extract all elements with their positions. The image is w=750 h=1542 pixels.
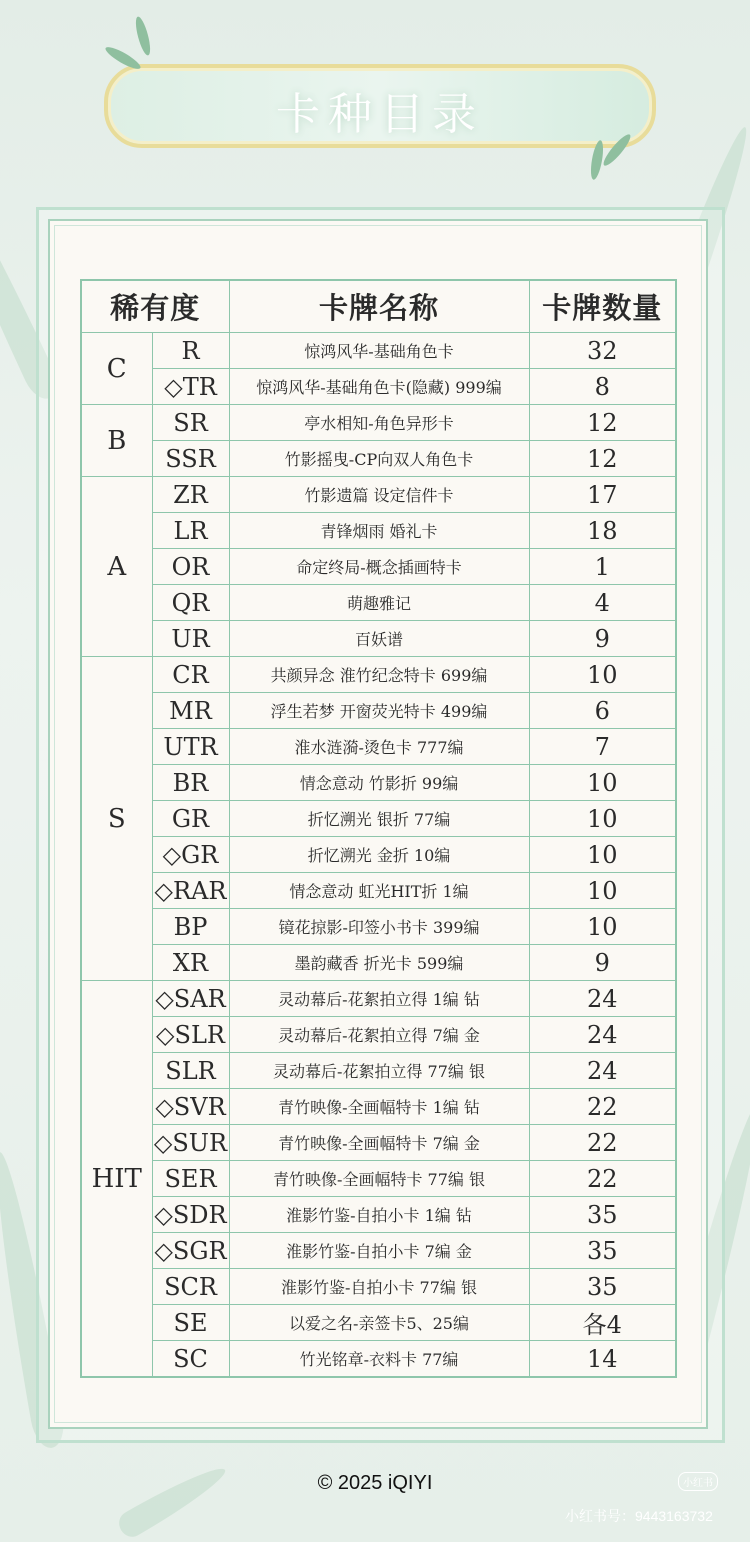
card-count-cell: 8	[529, 369, 676, 405]
rarity-group-cell: B	[81, 405, 152, 477]
card-name-cell: 百妖谱	[229, 621, 529, 657]
table-row	[81, 1305, 676, 1341]
sub-rarity-cell: OR	[152, 549, 229, 585]
table-row	[81, 333, 676, 369]
card-name-cell: 以爱之名-亲签卡5、25编	[229, 1305, 529, 1341]
sub-rarity-cell: R	[152, 333, 229, 369]
table-header-row	[81, 280, 676, 333]
table-row	[81, 837, 676, 873]
table-row	[81, 1197, 676, 1233]
card-name-cell: 青竹映像-全画幅特卡 77编 银	[229, 1161, 529, 1197]
table-row	[81, 1161, 676, 1197]
card-count-cell: 9	[529, 621, 676, 657]
card-name-cell: 灵动幕后-花絮拍立得 7编 金	[229, 1017, 529, 1053]
card-name-cell: 淮影竹鉴-自拍小卡 77编 银	[229, 1269, 529, 1305]
header-card-count: 卡牌数量	[529, 280, 676, 333]
card-name-cell: 灵动幕后-花絮拍立得 1编 钻	[229, 981, 529, 1017]
table-row	[81, 621, 676, 657]
table-row	[81, 1053, 676, 1089]
card-name-cell: 折忆溯光 银折 77编	[229, 801, 529, 837]
sub-rarity-cell: SSR	[152, 441, 229, 477]
sub-rarity-cell: ◇GR	[152, 837, 229, 873]
header-card-name: 卡牌名称	[229, 280, 529, 333]
card-name-cell: 淮水涟漪-烫色卡 777编	[229, 729, 529, 765]
sub-rarity-cell: UR	[152, 621, 229, 657]
table-row	[81, 765, 676, 801]
table-row	[81, 585, 676, 621]
card-name-cell: 青竹映像-全画幅特卡 7编 金	[229, 1125, 529, 1161]
card-name-cell: 情念意动 虹光HIT折 1编	[229, 873, 529, 909]
card-name-cell: 惊鸿风华-基础角色卡(隐藏) 999编	[229, 369, 529, 405]
sub-rarity-cell: LR	[152, 513, 229, 549]
card-count-cell: 6	[529, 693, 676, 729]
title-banner	[104, 64, 656, 148]
rarity-group-cell: A	[81, 477, 152, 657]
sub-rarity-cell: SCR	[152, 1269, 229, 1305]
sub-rarity-cell: ◇RAR	[152, 873, 229, 909]
bamboo-leaf-icon	[133, 15, 153, 56]
table-row	[81, 549, 676, 585]
card-count-cell: 10	[529, 909, 676, 945]
card-count-cell: 9	[529, 945, 676, 981]
sub-rarity-cell: ◇SUR	[152, 1125, 229, 1161]
card-count-cell: 4	[529, 585, 676, 621]
table-row	[81, 513, 676, 549]
card-count-cell: 22	[529, 1161, 676, 1197]
table-row	[81, 945, 676, 981]
sub-rarity-cell: MR	[152, 693, 229, 729]
sub-rarity-cell: CR	[152, 657, 229, 693]
table-row	[81, 873, 676, 909]
sub-rarity-cell: ◇SLR	[152, 1017, 229, 1053]
card-name-cell: 墨韵藏香 折光卡 599编	[229, 945, 529, 981]
card-name-cell: 亭水相知-角色异形卡	[229, 405, 529, 441]
sub-rarity-cell: SR	[152, 405, 229, 441]
sub-rarity-cell: ◇SDR	[152, 1197, 229, 1233]
card-name-cell: 青竹映像-全画幅特卡 1编 钻	[229, 1089, 529, 1125]
sub-rarity-cell: SLR	[152, 1053, 229, 1089]
card-count-cell: 35	[529, 1197, 676, 1233]
card-name-cell: 竹影摇曳-CP向双人角色卡	[229, 441, 529, 477]
card-count-cell: 32	[529, 333, 676, 369]
sub-rarity-cell: BP	[152, 909, 229, 945]
card-count-cell: 17	[529, 477, 676, 513]
sub-rarity-cell: UTR	[152, 729, 229, 765]
card-count-cell: 10	[529, 765, 676, 801]
table-row	[81, 729, 676, 765]
card-count-cell: 14	[529, 1341, 676, 1378]
card-name-cell: 情念意动 竹影折 99编	[229, 765, 529, 801]
sub-rarity-cell: QR	[152, 585, 229, 621]
table-row	[81, 657, 676, 693]
table-row	[81, 1089, 676, 1125]
card-count-cell: 35	[529, 1269, 676, 1305]
sub-rarity-cell: SC	[152, 1341, 229, 1378]
card-name-cell: 竹影遗篇 设定信件卡	[229, 477, 529, 513]
table-row	[81, 909, 676, 945]
page-title: 卡种目录	[276, 89, 484, 140]
card-count-cell: 各4	[529, 1305, 676, 1341]
sub-rarity-cell: ◇TR	[152, 369, 229, 405]
table-row	[81, 981, 676, 1017]
table-row	[81, 405, 676, 441]
card-count-cell: 24	[529, 1017, 676, 1053]
table-row	[81, 1341, 676, 1378]
card-count-cell: 10	[529, 801, 676, 837]
card-count-cell: 10	[529, 837, 676, 873]
table-row	[81, 801, 676, 837]
header-rarity: 稀有度	[81, 280, 229, 333]
card-name-cell: 竹光铭章-衣料卡 77编	[229, 1341, 529, 1378]
sub-rarity-cell: XR	[152, 945, 229, 981]
card-name-cell: 淮影竹鉴-自拍小卡 7编 金	[229, 1233, 529, 1269]
table-row	[81, 369, 676, 405]
card-name-cell: 惊鸿风华-基础角色卡	[229, 333, 529, 369]
card-count-cell: 35	[529, 1233, 676, 1269]
sub-rarity-cell: GR	[152, 801, 229, 837]
card-count-cell: 18	[529, 513, 676, 549]
card-count-cell: 22	[529, 1125, 676, 1161]
table-row	[81, 441, 676, 477]
rarity-group-cell: S	[81, 657, 152, 981]
watermark-logo: 小红书	[678, 1472, 718, 1491]
card-count-cell: 24	[529, 981, 676, 1017]
card-name-cell: 灵动幕后-花絮拍立得 77编 银	[229, 1053, 529, 1089]
card-name-cell: 镜花掠影-印签小书卡 399编	[229, 909, 529, 945]
card-catalog-table	[80, 279, 677, 1378]
card-name-cell: 共颜异念 淮竹纪念特卡 699编	[229, 657, 529, 693]
watermark-id: 小红书号：9443163732	[565, 1508, 713, 1524]
sub-rarity-cell: SER	[152, 1161, 229, 1197]
copyright-footer: © 2025 iQIYI	[317, 1472, 433, 1494]
card-name-cell: 青锋烟雨 婚礼卡	[229, 513, 529, 549]
sub-rarity-cell: SE	[152, 1305, 229, 1341]
table-row	[81, 1233, 676, 1269]
table-row	[81, 477, 676, 513]
table-row	[81, 693, 676, 729]
table-row	[81, 1125, 676, 1161]
card-count-cell: 12	[529, 405, 676, 441]
card-name-cell: 命定终局-概念插画特卡	[229, 549, 529, 585]
card-count-cell: 12	[529, 441, 676, 477]
sub-rarity-cell: ◇SVR	[152, 1089, 229, 1125]
card-name-cell: 萌趣雅记	[229, 585, 529, 621]
card-count-cell: 10	[529, 873, 676, 909]
card-name-cell: 淮影竹鉴-自拍小卡 1编 钻	[229, 1197, 529, 1233]
sub-rarity-cell: ◇SAR	[152, 981, 229, 1017]
card-count-cell: 24	[529, 1053, 676, 1089]
table-row	[81, 1017, 676, 1053]
rarity-group-cell: HIT	[81, 981, 152, 1378]
card-count-cell: 1	[529, 549, 676, 585]
card-count-cell: 7	[529, 729, 676, 765]
card-name-cell: 折忆溯光 金折 10编	[229, 837, 529, 873]
sub-rarity-cell: ◇SGR	[152, 1233, 229, 1269]
table-row	[81, 1269, 676, 1305]
card-count-cell: 22	[529, 1089, 676, 1125]
sub-rarity-cell: BR	[152, 765, 229, 801]
card-count-cell: 10	[529, 657, 676, 693]
rarity-group-cell: C	[81, 333, 152, 405]
sub-rarity-cell: ZR	[152, 477, 229, 513]
card-name-cell: 浮生若梦 开窗荧光特卡 499编	[229, 693, 529, 729]
